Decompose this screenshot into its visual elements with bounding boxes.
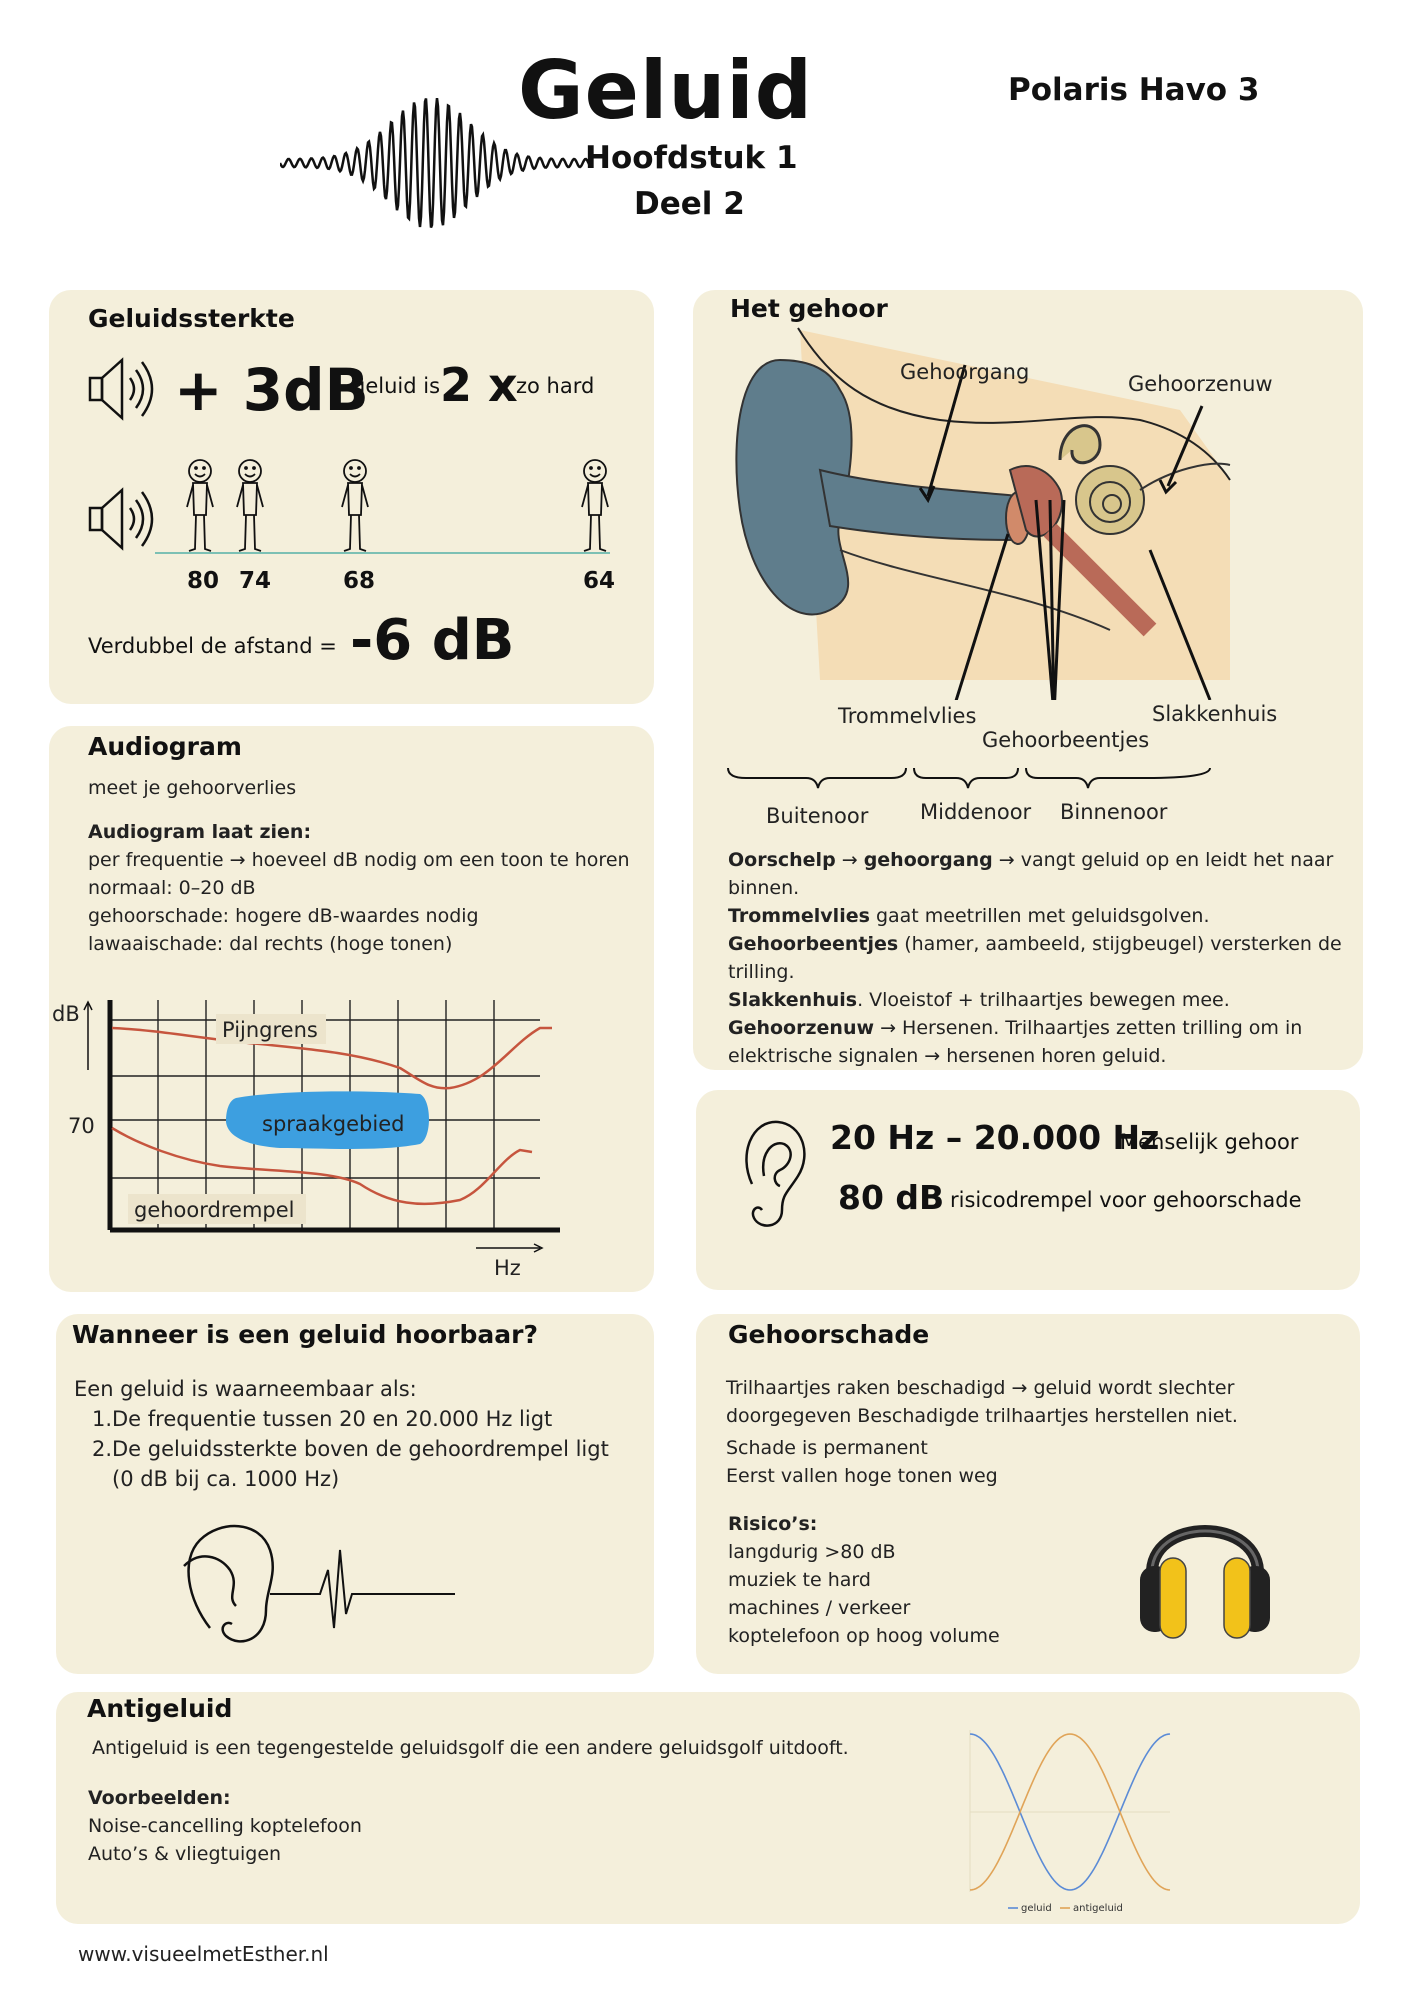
audiogram-laat-zien: Audiogram laat zien: (88, 821, 312, 843)
audiogram-line: gehoorschade: hogere dB-waardes nodig (88, 905, 479, 927)
gehoor-desc-line: Trommelvlies gaat meetrillen met geluidsgolven. (728, 905, 1210, 927)
ear-outline-icon (732, 1114, 812, 1234)
spraakgebied-label: spraakgebied (262, 1112, 405, 1136)
person-icon (582, 460, 608, 551)
hoorbaar-intro: Een geluid is waarneembaar als: (74, 1377, 417, 1401)
ear-parts-braces (726, 764, 1216, 794)
gehoorschade-line: Eerst vallen hoge tonen weg (726, 1465, 998, 1487)
slakkenhuis-label: Slakkenhuis (1152, 702, 1278, 726)
gehoorgang-label: Gehoorgang (900, 360, 1030, 384)
voorbeeld-item: Noise-cancelling koptelefoon (88, 1815, 362, 1837)
audiogram-intro: meet je gehoorverlies (88, 777, 297, 799)
person-icon (187, 460, 213, 551)
gehoor-desc-line: Gehoorbeentjes (hamer, aambeeld, stijgbeugel) versterken de (728, 933, 1342, 955)
distance-figures (150, 455, 620, 555)
db-threshold-label: risicodrempel voor gehoorschade (950, 1188, 1302, 1212)
hoorbaar-item-number: 2. (92, 1437, 113, 1461)
audiogram-line: per frequentie → hoeveel dB nodig om een toon te horen (88, 849, 630, 871)
risico-item: koptelefoon op hoog volume (728, 1625, 1000, 1647)
gehoorschade-line: Schade is permanent (726, 1437, 928, 1459)
gehoorbeentjes-label: Gehoorbeentjes (982, 728, 1150, 752)
y-tick-label: 70 (68, 1114, 95, 1138)
times-2: 2 x (440, 358, 518, 412)
gehoor-desc-line: Oorschelp → gehoorgang → vangt geluid op en leidt het naar (728, 849, 1334, 871)
gehoor-desc-line: binnen. (728, 877, 800, 899)
distance-label: 74 (239, 568, 272, 594)
audiogram-line: lawaaischade: dal rechts (hoge tonen) (88, 933, 453, 955)
person-icon (237, 460, 263, 551)
hz-range: 20 Hz – 20.000 Hz (830, 1118, 1160, 1157)
gehoor-desc-line: Slakkenhuis. Vloeistof + trilhaartjes bewegen mee. (728, 989, 1230, 1011)
y-axis-label: dB (52, 1002, 80, 1026)
minus-6db: -6 dB (350, 608, 515, 673)
ear-protector-icon (1130, 1496, 1280, 1646)
geluidssterkte-heading: Geluidssterkte (88, 304, 295, 333)
risico-heading: Risico’s: (728, 1513, 818, 1535)
plus-3db: + 3dB (174, 356, 369, 424)
pijngrens-curve (112, 1028, 552, 1088)
verdubbel-text: Verdubbel de afstand = (88, 634, 337, 658)
legend-antigeluid-label: antigeluid (1073, 1903, 1123, 1914)
gehoor-desc-line: Gehoorzenuw → Hersenen. Trilhaartjes zetten trilling om in (728, 1017, 1303, 1039)
hoorbaar-item: De frequentie tussen 20 en 20.000 Hz ligt (112, 1407, 553, 1431)
buitenoor-label: Buitenoor (766, 804, 869, 828)
antigeluid-heading: Antigeluid (87, 1694, 233, 1723)
db-threshold: 80 dB (838, 1178, 945, 1217)
voorbeelden-heading: Voorbeelden: (88, 1787, 231, 1809)
pijngrens-label: Pijngrens (222, 1018, 318, 1042)
hoorbaar-heading: Wanneer is een geluid hoorbaar? (72, 1320, 538, 1349)
ear-signal-icon (170, 1510, 470, 1650)
hoorbaar-item: De geluidssterkte boven de gehoordrempel ligt (112, 1437, 609, 1461)
distance-label: 80 (187, 568, 220, 594)
hoorbaar-item-number: 1. (92, 1407, 113, 1431)
trommelvlies-label: Trommelvlies (838, 704, 977, 728)
voorbeeld-item: Auto’s & vliegtuigen (88, 1843, 282, 1865)
x-axis-label: Hz (494, 1256, 521, 1280)
binnenoor-label: Binnenoor (1060, 800, 1168, 824)
legend-geluid-label: geluid (1021, 1903, 1052, 1914)
gehoor-heading: Het gehoor (730, 294, 888, 323)
distance-label: 64 (583, 568, 616, 594)
antigeluid-wave-chart (960, 1720, 1180, 1920)
gehoor-desc-line: trilling. (728, 961, 795, 983)
footer-url[interactable]: www.visueelmetEsther.nl (78, 1942, 329, 1966)
person-icon (342, 460, 368, 551)
audiogram-heading: Audiogram (88, 732, 242, 761)
gehoorzenuw-label: Gehoorzenuw (1128, 372, 1273, 396)
part-subtitle: Deel 2 (634, 186, 745, 222)
hoorbaar-note: (0 dB bij ca. 1000 Hz) (112, 1467, 340, 1491)
gehoorschade-line: Trilhaartjes raken beschadigd → geluid wordt slechter (726, 1377, 1235, 1399)
chapter-subtitle: Hoofdstuk 1 (585, 140, 798, 176)
geluid-is-text: geluid is (352, 374, 441, 398)
gehoordrempel-label: gehoordrempel (134, 1198, 295, 1222)
speaker-icon (86, 350, 166, 430)
audiogram-line: normaal: 0–20 dB (88, 877, 256, 899)
antigeluid-text: Antigeluid is een tegengestelde geluidsgolf die een andere geluidsgolf uitdooft. (92, 1737, 849, 1759)
distance-label: 68 (343, 568, 376, 594)
course-label: Polaris Havo 3 (1008, 72, 1260, 108)
zo-hard-text: zo hard (516, 374, 595, 398)
page-title: Geluid (518, 44, 813, 137)
middenoor-label: Middenoor (920, 800, 1032, 824)
risico-item: machines / verkeer (728, 1597, 911, 1619)
gehoor-description (728, 846, 1342, 1070)
risico-item: langdurig >80 dB (728, 1541, 896, 1563)
hz-range-label: Menselijk gehoor (1120, 1130, 1299, 1154)
gehoor-desc-line: elektrische signalen → hersenen horen geluid. (728, 1045, 1167, 1067)
gehoorschade-heading: Gehoorschade (728, 1320, 930, 1349)
gehoorschade-line: doorgegeven Beschadigde trilhaartjes herstellen niet. (726, 1405, 1238, 1427)
risico-item: muziek te hard (728, 1569, 871, 1591)
